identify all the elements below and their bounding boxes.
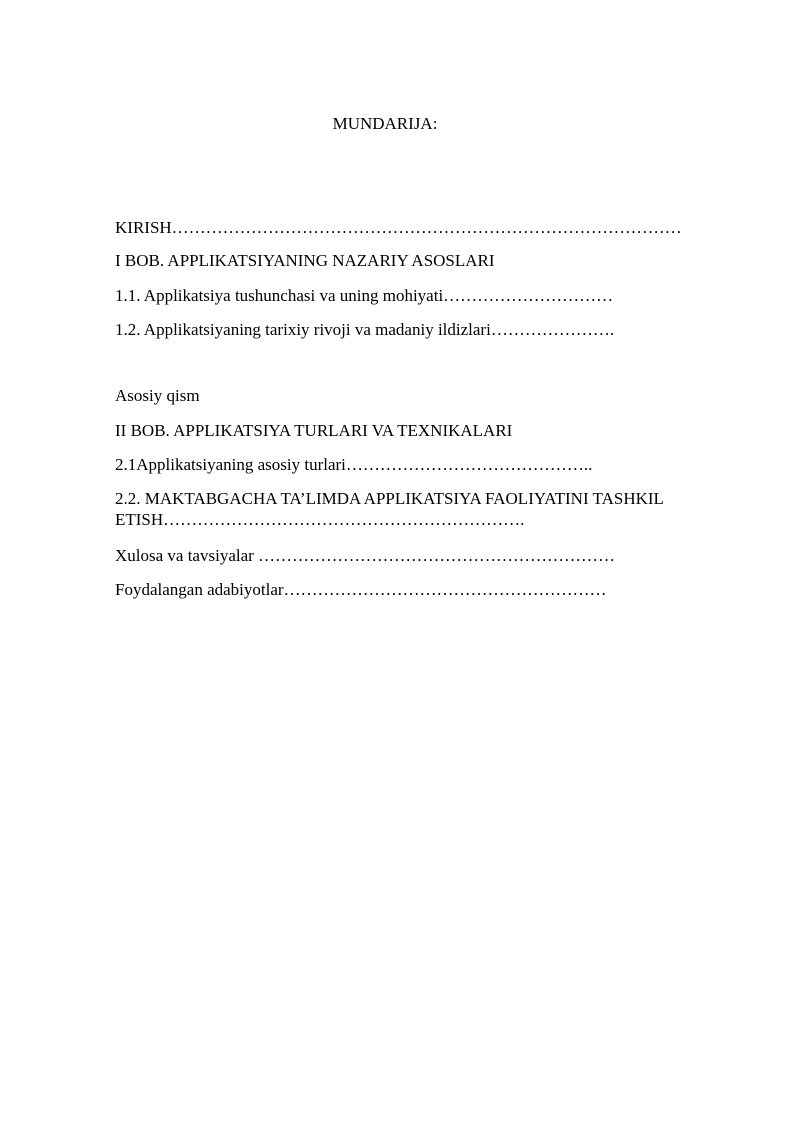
- page-title: MUNDARIJA:: [332, 114, 438, 133]
- toc-entry-chapter-1: I BOB. APPLIKATSIYANING NAZARIY ASOSLARI: [115, 251, 495, 270]
- toc-entry-asosiy-qism: Asosiy qism: [115, 386, 200, 405]
- toc-entry-xulosa: Xulosa va tavsiyalar ………………………………………………………: [115, 546, 616, 565]
- toc-entry-adabiyotlar: Foydalangan adabiyotlar…………………………………………………: [115, 580, 607, 599]
- toc-entry-1-2: 1.2. Applikatsiyaning tarixiy rivoji va madaniy ildizlari………………….: [115, 320, 615, 339]
- toc-entry-1-1: 1.1. Applikatsiya tushunchasi va uning mohiyati…………………………: [115, 286, 614, 305]
- toc-entry-2-1: 2.1Applikatsiyaning asosiy turlari……………………………………..: [115, 455, 593, 474]
- toc-entry-chapter-2: II BOB. APPLIKATSIYA TURLARI VA TEXNIKALARI: [115, 421, 513, 440]
- toc-entry-kirish: KIRISH………………………………………………………………………………: [115, 218, 682, 237]
- toc-entry-2-2: 2.2. MAKTABGACHA TA’LIMDA APPLIKATSIYA FAOLIYATINI TASHKIL ETISH……………………………………………………….: [115, 489, 664, 529]
